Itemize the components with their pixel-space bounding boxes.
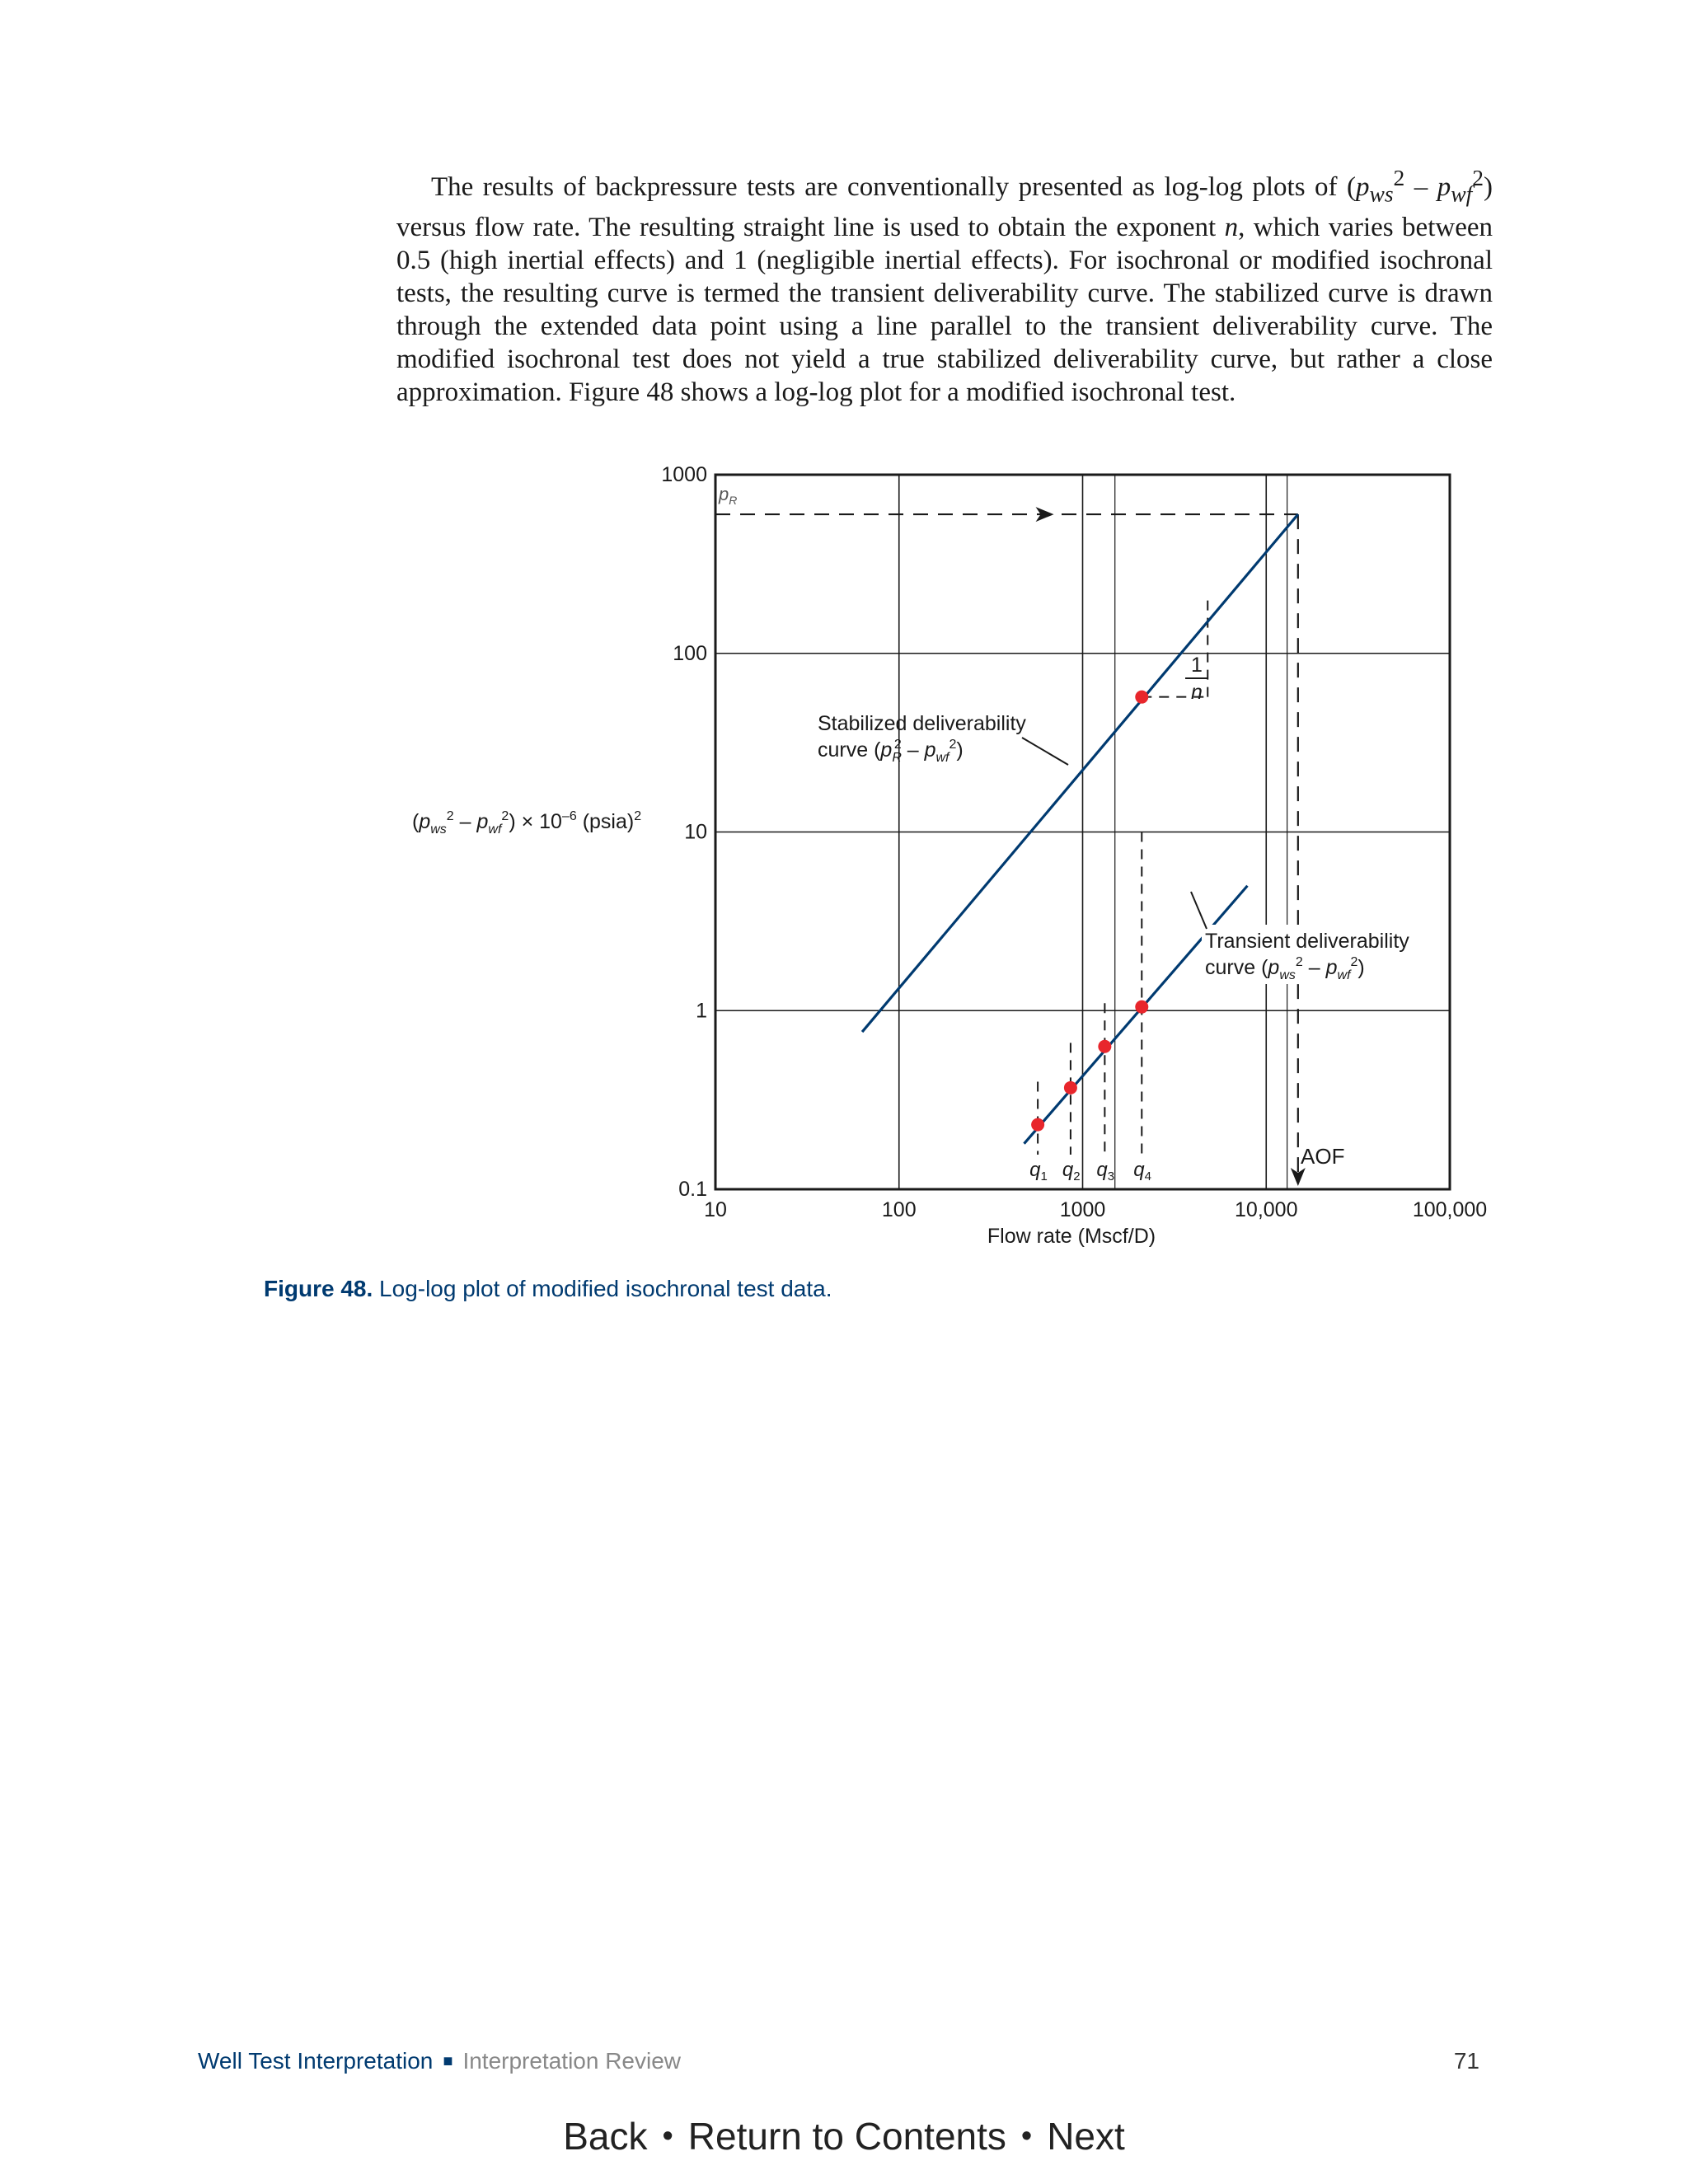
transient-curve-label-formula: curve $(p_{ws}^2 - p_{wf}^2)$ (1205, 955, 1365, 982)
nav-dot-icon: • (1020, 2119, 1033, 2154)
q-label: $q_1$ (1029, 1159, 1048, 1183)
stabilized-label-leader (1022, 738, 1068, 765)
page-footer (198, 2048, 681, 2074)
y-tick-label: 10 (684, 820, 707, 844)
book-title: Well Test Interpretation (198, 2048, 434, 2074)
data-point (1031, 1118, 1044, 1132)
transient-curve-label: Transient deliverability (1205, 930, 1409, 953)
data-point (1135, 691, 1148, 704)
body-paragraph: The results of backpressure tests are conventionally presented as log-log plots of $(p_{ws}^2 - p_{wf}^2)$ versus flow rate. The resulting straight line is used to obtain the exponent n, which varies between 0.5 (high inertial effects) and 1 (negligible inertial effects). For isochronal or modified isochronal tests, the resulting curve is termed the transient deliverability curve. The stabilized curve is drawn through the extended data point using a line parallel to the transient deliverability curve. The modified isochronal test does not yield a true stabilized deliverability curve, but rather a close approximation. Figure 48 shows a log-log plot for a modified isochronal test. (396, 165, 1493, 407)
x-tick-label: 1000 (1059, 1198, 1106, 1221)
slope-numerator: 1 (1191, 654, 1203, 677)
q-label: $q_4$ (1133, 1159, 1151, 1183)
y-tick-label: 1 (696, 999, 707, 1023)
data-point (1064, 1081, 1077, 1094)
slope-denominator: n (1191, 681, 1203, 704)
q-label: $q_2$ (1062, 1159, 1081, 1183)
transient-label-leader (1191, 892, 1207, 929)
figure-caption: Figure 48. Log-log plot of modified isochronal test data. (264, 1276, 832, 1301)
q-labels (1029, 1159, 1151, 1183)
x-tick-label: 100,000 (1412, 1198, 1488, 1221)
stabilized-curve-label: Stabilized deliverability (818, 712, 1026, 735)
return-to-contents-link[interactable]: Return to Contents (687, 2115, 1006, 2158)
q-label: $q_3$ (1096, 1159, 1115, 1183)
section-title: Interpretation Review (462, 2048, 682, 2074)
page-number: 71 (1453, 2048, 1479, 2074)
deliverability-curves (862, 514, 1298, 1144)
page-navigation (0, 2114, 1688, 2158)
y-tick-label: 1000 (661, 463, 707, 486)
x-tick-label: 100 (881, 1198, 917, 1221)
data-point (1135, 1001, 1148, 1014)
aof-label: AOF (1301, 1144, 1345, 1169)
x-tick-label: 10 (704, 1198, 727, 1221)
back-link[interactable]: Back (563, 2115, 648, 2158)
next-link[interactable]: Next (1047, 2115, 1125, 2158)
axis-tick-labels (661, 463, 1487, 1221)
pr-label: $p_R$ (719, 484, 738, 507)
y-axis-label: $(p_{ws}^2 - p_{wf}^2) \times 10^{-6}$ (psia)$^2$ (412, 809, 642, 837)
y-tick-label: 100 (673, 641, 707, 665)
x-axis-label: Flow rate (Mscf/D) (987, 1225, 1156, 1248)
x-tick-label: 10,000 (1235, 1198, 1298, 1221)
data-point (1098, 1040, 1111, 1053)
stabilized-curve-label-formula: curve $(p_R2 - p_{wf}^2)$ (818, 738, 964, 765)
y-tick-label: 0.1 (678, 1178, 707, 1201)
series-line (1024, 886, 1247, 1144)
footer-separator-icon: ■ (443, 2052, 453, 2070)
data-points (1031, 691, 1148, 1132)
nav-dot-icon: • (662, 2119, 673, 2154)
chart-grid (715, 475, 1450, 1189)
